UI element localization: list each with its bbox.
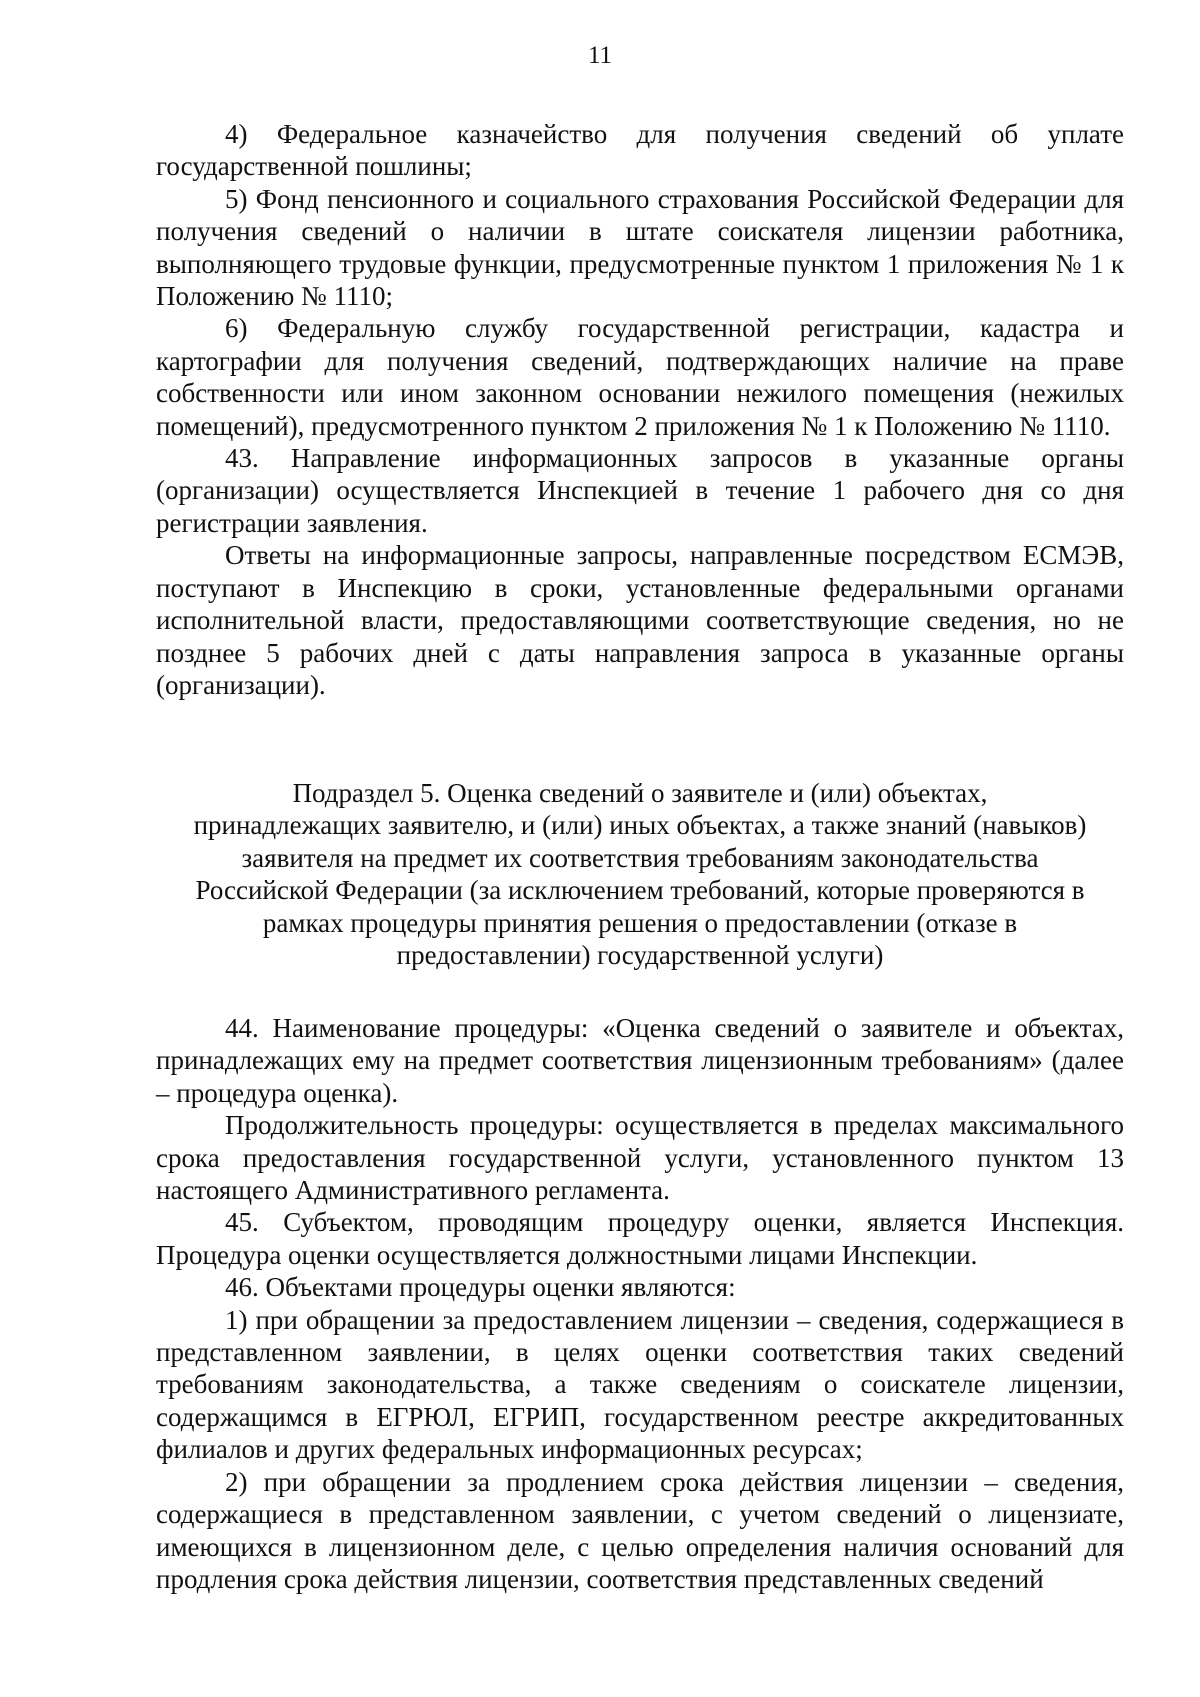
paragraph-44: 44. Наименование процедуры: «Оценка сведений о заявителе и объектах, принадлежащих ему на предмет соответствия лицензионным требованиям» (далее – процедура оценка). bbox=[156, 1013, 1124, 1108]
paragraph-duration: Продолжительность процедуры: осуществляется в пределах максимального срока предоставления государственной услуги, установленного пунктом 13 настоящего Административного регламента. bbox=[156, 1110, 1124, 1206]
paragraph-43: 43. Направление информационных запросов в указанные органы (организации) осуществляется Инспекцией в течение 1 рабочего дня со дня регистрации заявления. bbox=[156, 443, 1124, 538]
paragraph-46: 46. Объектами процедуры оценки являются: bbox=[225, 1272, 736, 1303]
page-number: 11 bbox=[587, 42, 613, 69]
list-item-6-registration-service: 6) Федеральную службу государственной регистрации, кадастра и картографии для получения сведений, подтверждающих наличие на праве собственности или ином законном основании нежилого помещения (нежилых помещений), предусмотренного пунктом 2 приложения № 1 к Положению № 1110. bbox=[156, 313, 1124, 441]
subsection-title-line: рамках процедуры принятия решения о предоставлении (отказе в bbox=[262, 907, 1018, 938]
paragraph-45: 45. Субъектом, проводящим процедуру оценки, является Инспекция. Процедура оценки осуществляется должностными лицами Инспекции. bbox=[156, 1207, 1124, 1270]
subsection-title-line: Подраздел 5. Оценка сведений о заявителе и (или) объектах, bbox=[292, 778, 988, 808]
paragraph-responses: Ответы на информационные запросы, направленные посредством ЕСМЭВ, поступают в Инспекцию в сроки, установленные федеральными органами исполнительной власти, предоставляющими соответствующие сведения, но не позднее 5 рабочих дней с даты направления запроса в указанные органы (организации). bbox=[156, 540, 1124, 700]
subsection-title-line: принадлежащих заявителю, и (или) иных объектах, а также знаний (навыков) bbox=[193, 810, 1087, 841]
list-item-4-treasury: 4) Федеральное казначейство для получения сведений об уплате государственной пошлины; bbox=[156, 119, 1124, 182]
list-item-2-license-extension: 2) при обращении за продлением срока действия лицензии – сведения, содержащиеся в представленном заявлении, с учетом сведений о лицензиате, имеющихся в лицензионном деле, с целью определения наличия оснований для продления срока действия лицензии, соответствия представленных сведений bbox=[156, 1466, 1124, 1594]
subsection-title-line: предоставлении) государственной услуги) bbox=[396, 940, 884, 971]
subsection-heading bbox=[156, 777, 1124, 971]
list-item-1-license-grant: 1) при обращении за предоставлением лицензии – сведения, содержащиеся в представленном заявлении, в целях оценки соответствия таких сведений требованиям законодательства, а также сведениям о соискателе лицензии, содержащимся в ЕГРЮЛ, ЕГРИП, государственном реестре аккредитованных филиалов и других федеральных информационных ресурсах; bbox=[156, 1304, 1124, 1465]
subsection-title-line: заявителя на предмет их соответствия требованиям законодательства bbox=[241, 842, 1039, 873]
subsection-title-line: Российской Федерации (за исключением требований, которые проверяются в bbox=[195, 875, 1085, 906]
list-item-5-pension-fund: 5) Фонд пенсионного и социального страхования Российской Федерации для получения сведений о наличии в штате соискателя лицензии работника, выполняющего трудовые функции, предусмотренные пунктом 1 приложения № 1 к Положению № 1110; bbox=[156, 183, 1124, 312]
subsection-title bbox=[156, 777, 1124, 971]
document-body-bottom bbox=[156, 1012, 1124, 1595]
document-body-top bbox=[156, 118, 1124, 701]
